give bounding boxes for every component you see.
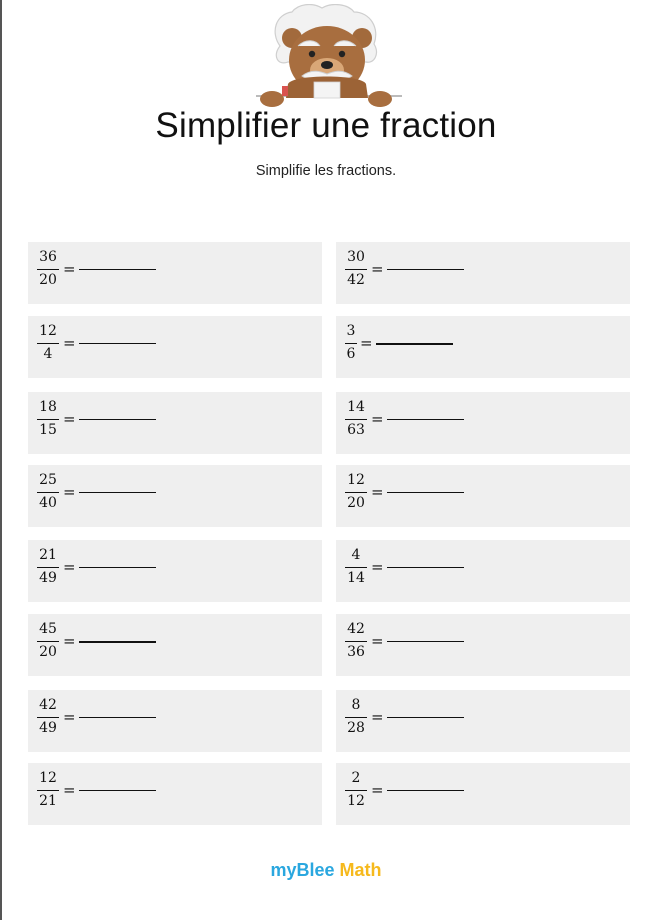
numerator: 4 (351, 547, 361, 563)
fraction (37, 472, 59, 512)
instructions: Simplifie les fractions. (255, 163, 397, 179)
denominator: 20 (39, 272, 57, 289)
denominator: 20 (39, 644, 57, 661)
equals-sign: = (63, 334, 76, 352)
numerator: 18 (39, 399, 57, 415)
fraction-bar (37, 343, 59, 344)
fraction (345, 323, 357, 363)
denominator: 36 (347, 644, 365, 661)
fraction-bar (37, 717, 59, 718)
answer-line[interactable] (387, 567, 464, 568)
fraction-bar (345, 790, 367, 791)
numerator: 8 (351, 697, 361, 713)
exercise-card (336, 614, 630, 676)
fraction-bar (37, 641, 59, 642)
fraction-bar (37, 790, 59, 791)
equals-sign: = (371, 260, 384, 278)
equals-sign: = (371, 558, 384, 576)
exercise-card (28, 614, 322, 676)
answer-line[interactable] (387, 419, 464, 420)
equals-sign: = (371, 483, 384, 501)
page-title: Simplifier une fraction (155, 106, 497, 145)
equals-sign: = (371, 781, 384, 799)
denominator: 49 (39, 720, 57, 737)
denominator: 20 (347, 495, 365, 512)
equals-sign: = (63, 632, 76, 650)
fraction (345, 770, 367, 810)
numerator: 2 (351, 770, 361, 786)
numerator: 3 (346, 323, 356, 339)
numerator: 12 (347, 472, 365, 488)
numerator: 36 (39, 249, 57, 265)
answer-line[interactable] (79, 790, 156, 791)
fraction-bar (345, 567, 367, 568)
fraction (37, 697, 59, 737)
denominator: 63 (347, 422, 365, 439)
numerator: 12 (39, 323, 57, 339)
exercise-card (336, 540, 630, 602)
numerator: 45 (39, 621, 57, 637)
exercise-card (28, 316, 322, 378)
exercise-card (28, 392, 322, 454)
answer-line[interactable] (387, 269, 464, 270)
exercise-card (336, 242, 630, 304)
numerator: 25 (39, 472, 57, 488)
fraction (345, 697, 367, 737)
fraction (37, 621, 59, 661)
equals-sign: = (63, 558, 76, 576)
equals-sign: = (360, 334, 373, 352)
denominator: 6 (346, 346, 356, 363)
answer-line[interactable] (387, 717, 464, 718)
fraction (37, 770, 59, 810)
numerator: 42 (347, 621, 365, 637)
fraction-bar (345, 641, 367, 642)
fraction (37, 323, 59, 363)
fraction (345, 621, 367, 661)
fraction (37, 399, 59, 439)
equals-sign: = (371, 410, 384, 428)
exercise-card (28, 690, 322, 752)
answer-line[interactable] (79, 717, 156, 718)
exercise-card (28, 465, 322, 527)
denominator: 40 (39, 495, 57, 512)
answer-line[interactable] (79, 269, 156, 270)
answer-line[interactable] (79, 492, 156, 493)
exercise-card (336, 392, 630, 454)
fraction-bar (37, 419, 59, 420)
answer-line[interactable] (387, 641, 464, 642)
fraction (345, 547, 367, 587)
answer-line[interactable] (387, 790, 464, 791)
numerator: 14 (347, 399, 365, 415)
equals-sign: = (63, 410, 76, 428)
denominator: 4 (43, 346, 53, 363)
exercise-card (336, 316, 630, 378)
equals-sign: = (63, 483, 76, 501)
equals-sign: = (371, 632, 384, 650)
answer-line[interactable] (79, 419, 156, 420)
brand-logo-part2: Math (339, 860, 382, 880)
exercise-card (336, 763, 630, 825)
fraction (37, 547, 59, 587)
denominator: 28 (347, 720, 365, 737)
fraction (37, 249, 59, 289)
answer-line[interactable] (79, 567, 156, 568)
denominator: 15 (39, 422, 57, 439)
fraction (345, 472, 367, 512)
exercise-card (336, 690, 630, 752)
equals-sign: = (63, 708, 76, 726)
answer-line[interactable] (79, 641, 156, 643)
exercise-card (28, 242, 322, 304)
numerator: 12 (39, 770, 57, 786)
fraction-bar (345, 419, 367, 420)
fraction-bar (37, 567, 59, 568)
fraction-bar (345, 717, 367, 718)
denominator: 21 (39, 793, 57, 810)
fraction-bar (37, 269, 59, 270)
fraction (345, 399, 367, 439)
fraction-bar (37, 492, 59, 493)
brand-logo-part1: myBlee (270, 860, 335, 880)
numerator: 42 (39, 697, 57, 713)
equals-sign: = (63, 260, 76, 278)
answer-line[interactable] (376, 343, 453, 345)
denominator: 14 (347, 570, 365, 587)
fraction-bar (345, 492, 367, 493)
fraction-bar (345, 343, 357, 344)
equals-sign: = (63, 781, 76, 799)
fraction (345, 249, 367, 289)
answer-line[interactable] (79, 343, 156, 344)
equals-sign: = (371, 708, 384, 726)
denominator: 42 (347, 272, 365, 289)
exercise-card (336, 465, 630, 527)
denominator: 12 (347, 793, 365, 810)
fraction-bar (345, 269, 367, 270)
brand-logo (0, 860, 652, 881)
exercise-card (28, 763, 322, 825)
numerator: 30 (347, 249, 365, 265)
exercise-card (28, 540, 322, 602)
bear-mascot-icon (252, 4, 402, 110)
numerator: 21 (39, 547, 57, 563)
answer-line[interactable] (387, 492, 464, 493)
denominator: 49 (39, 570, 57, 587)
